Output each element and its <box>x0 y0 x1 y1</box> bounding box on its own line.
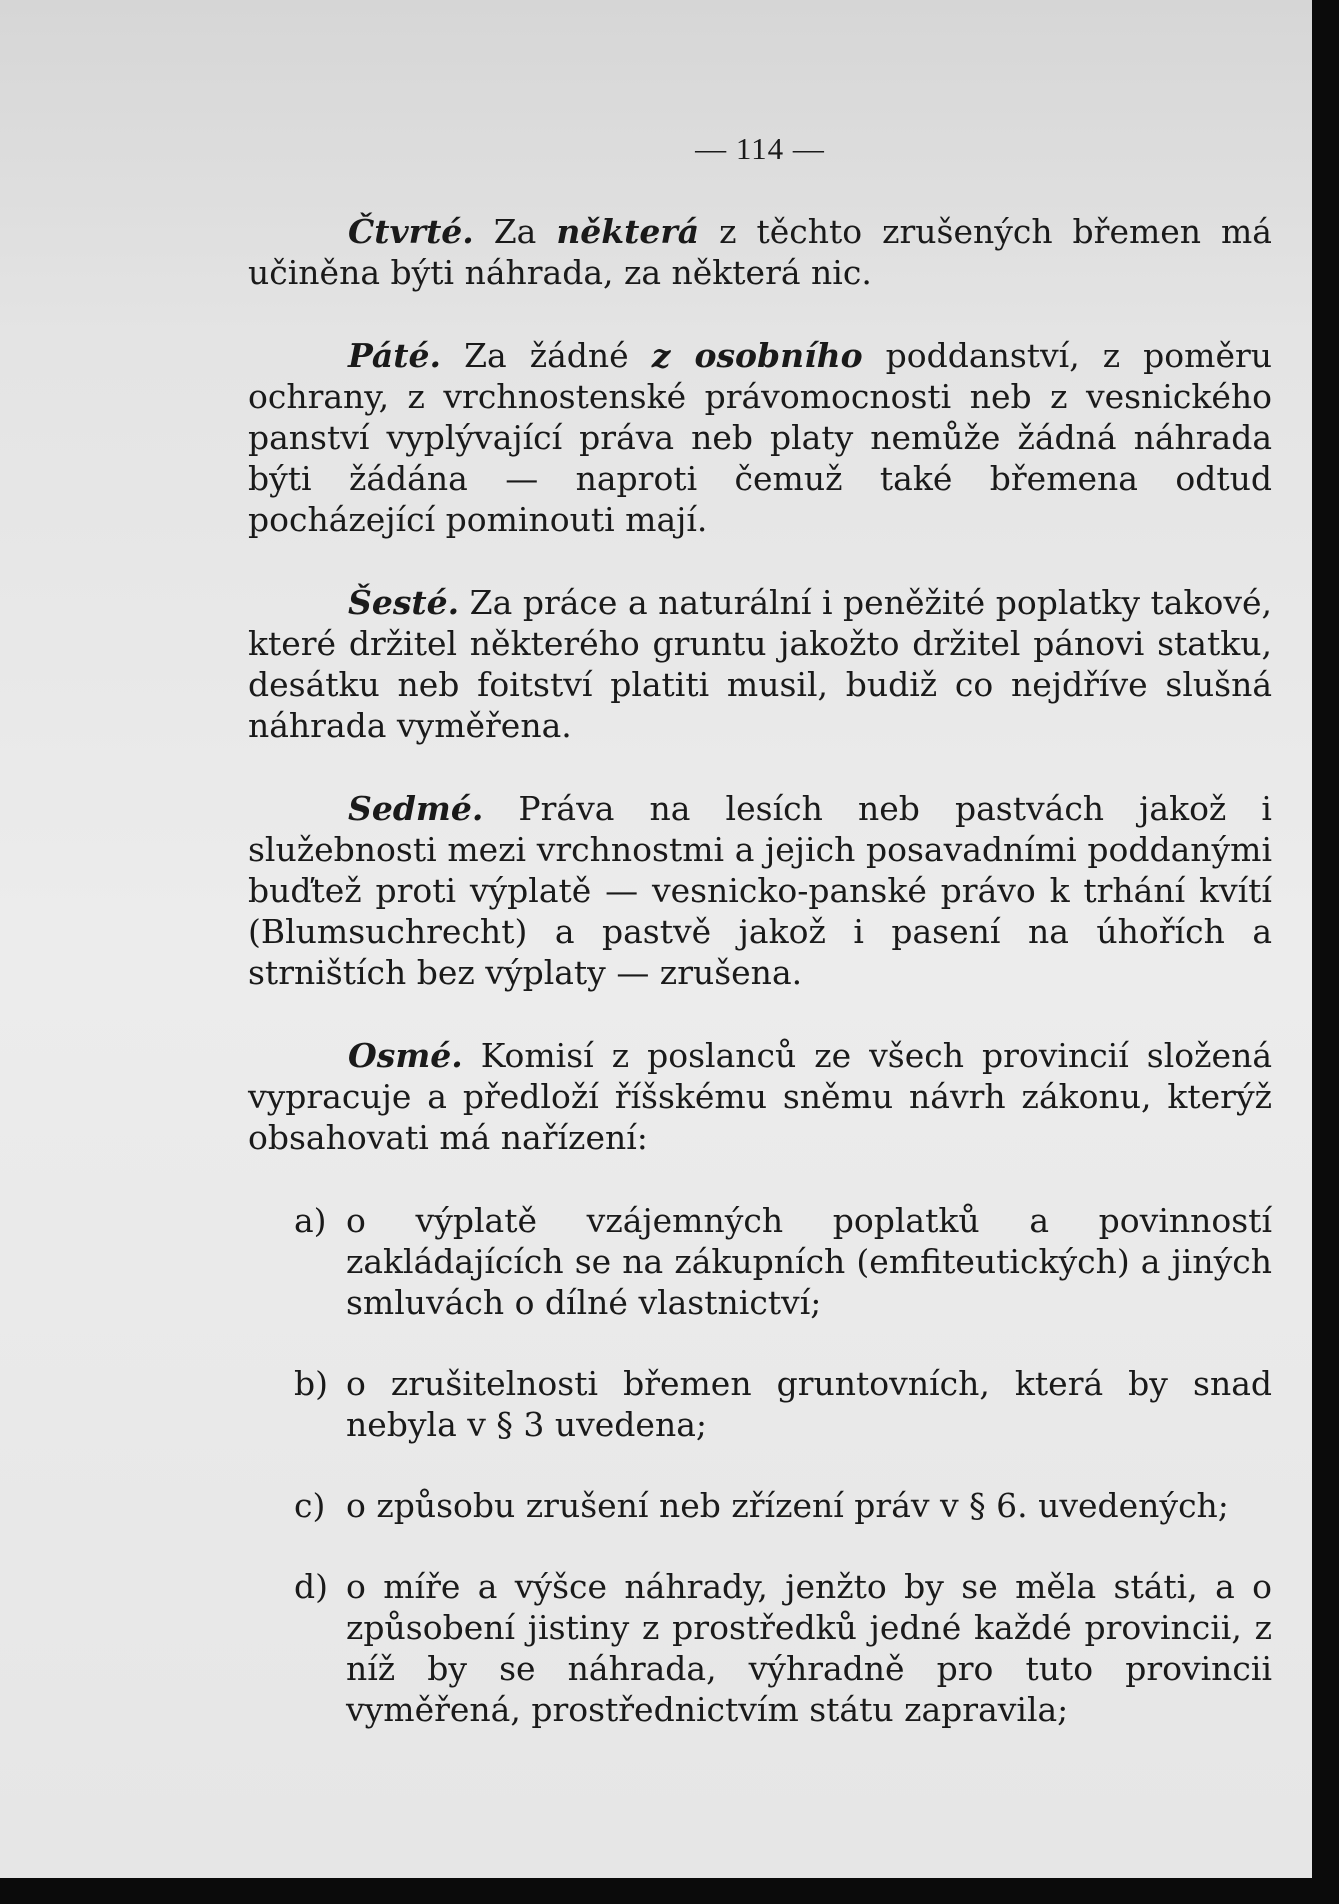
scan-border-bottom <box>0 1878 1339 1904</box>
paragraph-text: z těchto zrušených břemen má učiněna býti náhrada, za některá nic. <box>248 212 1272 292</box>
list-item-text: o způsobu zrušení neb zřízení práv v § 6. uvedených; <box>346 1486 1229 1525</box>
emphasis-text: z osobního <box>651 336 863 375</box>
paragraph-lead: Osmé. <box>348 1036 463 1075</box>
paragraph-ctvrte <box>248 211 1272 293</box>
paragraph-lead: Šesté. <box>348 583 460 622</box>
paragraph-sedme <box>248 788 1272 993</box>
scan-border-right <box>1312 0 1339 1904</box>
paragraph-seste <box>248 582 1272 746</box>
paragraph-lead: Čtvrté. <box>348 212 474 251</box>
paragraph-lead: Sedmé. <box>348 789 484 828</box>
page-content <box>248 128 1272 1770</box>
paragraph-pate <box>248 335 1272 540</box>
paragraph-text: poddanství, z poměru ochrany, z vrchnostenské právomocnosti neb z vesnického panství vyplývající práva neb platy nemůže žádná náhrada býti žádána — naproti čemuž také břemena odtud pocházející pominouti mají. <box>248 336 1272 539</box>
list-item-label: a) <box>294 1201 327 1240</box>
paragraph-lead: Páté. <box>348 336 442 375</box>
list-item-text: o zrušitelnosti břemen gruntovních, která by snad nebyla v § 3 uvedena; <box>346 1364 1272 1444</box>
list-item-label: d) <box>294 1567 328 1606</box>
list-item-text: o míře a výšce náhrady, jenžto by se měla státi, a o způsobení jistiny z prostředků jedné každé provincii, z níž by se náhrada, výhradně pro tuto provincii vyměřená, prostřednictvím státu zapravila; <box>346 1567 1272 1729</box>
list-item-label: c) <box>294 1486 326 1525</box>
paragraph-text: Práva na lesích neb pastvách jakož i služebnosti mezi vrchnostmi a jejich posavadními poddanými buďtež proti výplatě — vesnicko-panské právo k trhání kvítí (Blumsuchrecht) a pastvě jakož i pasení na úhořích a strništích bez výplaty — zrušena. <box>248 789 1272 992</box>
paragraph-text: Komisí z poslanců ze všech provincií složená vypracuje a předloží říšskému sněmu návrh zákonu, kterýž obsahovati má nařízení: <box>248 1036 1272 1157</box>
paragraph-text: Za práce a naturální i peněžité poplatky takové, které držitel některého gruntu jakožto držitel pánovi statku, desátku neb foitství platiti musil, budiž co nejdříve slušná náhrada vyměřena. <box>248 583 1272 745</box>
list-item <box>248 1363 1272 1445</box>
list-item <box>248 1200 1272 1323</box>
paragraph-osme <box>248 1035 1272 1158</box>
list-item-label: b) <box>294 1364 328 1403</box>
provision-list <box>248 1200 1272 1730</box>
list-item-text: o výplatě vzájemných poplatků a povinností zakládajících se na zákupních (emfiteutických) a jiných smluvách o dílné vlastnictví; <box>346 1201 1272 1322</box>
paragraph-text: Za žádné <box>441 336 652 375</box>
emphasis-text: některá <box>556 212 700 251</box>
list-item <box>248 1485 1272 1526</box>
paragraph-text: Za <box>473 212 557 251</box>
list-item <box>248 1566 1272 1730</box>
page-number: — 114 — <box>695 131 825 166</box>
